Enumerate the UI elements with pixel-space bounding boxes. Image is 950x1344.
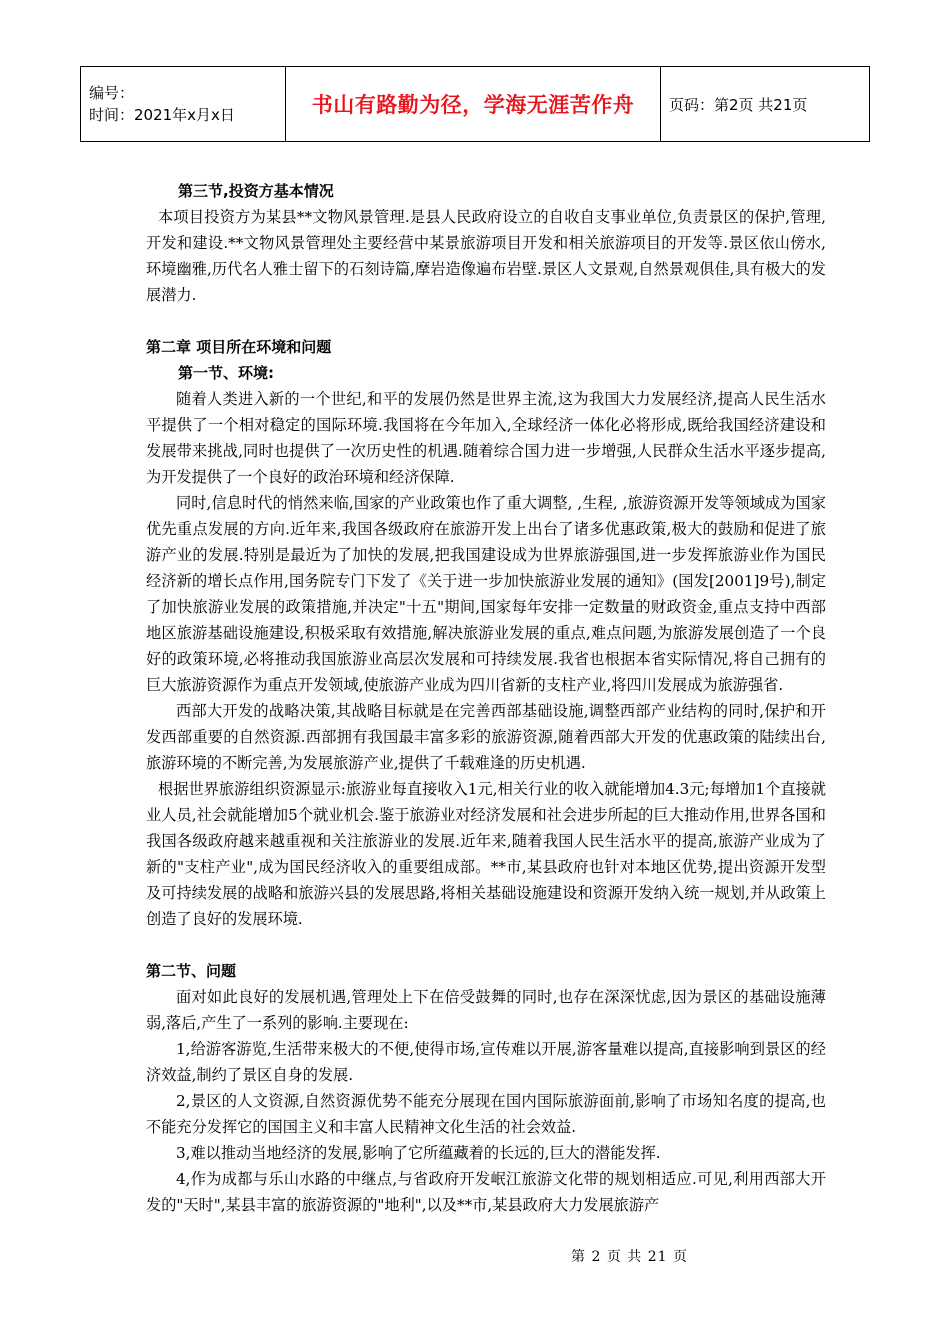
section-2-item-4: 4,作为成都与乐山水路的中继点,与省政府开发岷江旅游文化带的规划相适应.可见,利用西部大开发的"天时",某县丰富的旅游资源的"地利",以及**市,某县政府大力发展旅游产 [146, 1170, 826, 1214]
footer-page-number: 第 2 页 共 21 页 [571, 1249, 688, 1265]
header-motto: 书山有路勤为径，学海无涯苦作舟 [286, 67, 661, 142]
section-3-title: 第三节,投资方基本情况 [178, 182, 334, 200]
header-meta [81, 67, 286, 142]
section-2-paragraph-1: 面对如此良好的发展机遇,管理处上下在倍受鼓舞的同时,也存在深深忧虑,因为景区的基础设施薄弱,落后,产生了一系列的影响.主要现在: [146, 988, 826, 1032]
section-1-paragraph-1: 随着人类进入新的一个世纪,和平的发展仍然是世界主流,这为我国大力发展经济,提高人民生活水平提供了一个相对稳定的国际环境.我国将在今年加入,全球经济一体化必将形成,既给我国经济建设和发展带来挑战,同时也提供了一次历史性的机遇.随着综合国力进一步增强,人民群众生活水平逐步提高,为开发提供了一个良好的政治环境和经济保障. [146, 390, 826, 486]
section-2-title: 第二节、问题 [146, 962, 237, 980]
section-2-item-2: 2,景区的人文资源,自然资源优势不能充分展现在国内国际旅游面前,影响了市场知名度的提高,也不能充分发挥它的国国主义和丰富人民精神文化生活的社会效益. [146, 1092, 826, 1136]
page-header [80, 66, 870, 142]
header-page-info: 页码：第2页 共21页 [661, 67, 870, 142]
time-label: 时间：2021年x月x日 [89, 106, 235, 124]
section-1-paragraph-3: 西部大开发的战略决策,其战略目标就是在完善西部基础设施,调整西部产业结构的同时,保护和开发西部重要的自然资源.西部拥有我国最丰富多彩的旅游资源,随着西部大开发的优惠政策的陆续出台,旅游环境的不断完善,为发展旅游产业,提供了千载难逢的历史机遇. [146, 702, 826, 772]
section-2-item-3: 3,难以推动当地经济的发展,影响了它所蕴藏着的长远的,巨大的潜能发挥. [176, 1144, 661, 1162]
code-label: 编号： [89, 84, 135, 102]
section-1-paragraph-2: 同时,信息时代的悄然来临,国家的产业政策也作了重大调整, ,生程, ,旅游资源开发等领域成为国家优先重点发展的方向.近年来,我国各级政府在旅游开发上出台了诸多优惠政策,极大的鼓励和促进了旅游产业的发展.特别是最近为了加快的发展,把我国建设成为世界旅游强国,进一步发挥旅游业作为国民经济新的增长点作用,国务院专门下发了《关于进一步加快旅游业发展的通知》(国发[2001]9号),制定了加快旅游业发展的政策措施,并决定"十五"期间,国家每年安排一定数量的财政资金,重点支持中西部地区旅游基础设施建设,积极采取有效措施,解决旅游业发展的重点,难点问题,为旅游发展创造了一个良好的政策环境,必将推动我国旅游业高层次发展和可持续发展.我省也根据本省实际情况,将自己拥有的巨大旅游资源作为重点开发领域,使旅游产业成为四川省新的支柱产业,将四川发展成为旅游强省. [146, 494, 826, 694]
page-footer [0, 1246, 950, 1266]
section-1-title: 第一节、环境: [178, 364, 274, 382]
section-3-paragraph: 本项目投资方为某县**文物风景管理.是县人民政府设立的自收自支事业单位,负责景区的保护,管理,开发和建设.**文物风景管理处主要经营中某景旅游项目开发和相关旅游项目的开发等.景区依山傍水,环境幽雅,历代名人雅士留下的石刻诗篇,摩岩造像遍布岩壁.景区人文景观,自然景观俱佳,具有极大的发展潜力. [146, 208, 826, 304]
section-2-item-1: 1,给游客游览,生活带来极大的不便,使得市场,宣传难以开展,游客量难以提高,直接影响到景区的经济效益,制约了景区自身的发展. [146, 1040, 826, 1084]
section-1-paragraph-4: 根据世界旅游组织资源显示:旅游业每直接收入1元,相关行业的收入就能增加4.3元;每增加1个直接就业人员,社会就能增加5个就业机会.鉴于旅游业对经济发展和社会进步所起的巨大推动作用,世界各国和我国各级政府越来越重视和关注旅游业的发展.近年来,随着我国人民生活水平的提高,旅游产业成为了新的"支柱产业",成为国民经济收入的重要组成部。**市,某县政府也针对本地区优势,提出资源开发型及可持续发展的战略和旅游兴县的发展思路,将相关基础设施建设和资源开发纳入统一规划,并从政策上创造了良好的发展环境. [146, 780, 826, 928]
document-body [146, 178, 826, 1218]
chapter-2-title: 第二章 项目所在环境和问题 [146, 338, 332, 356]
